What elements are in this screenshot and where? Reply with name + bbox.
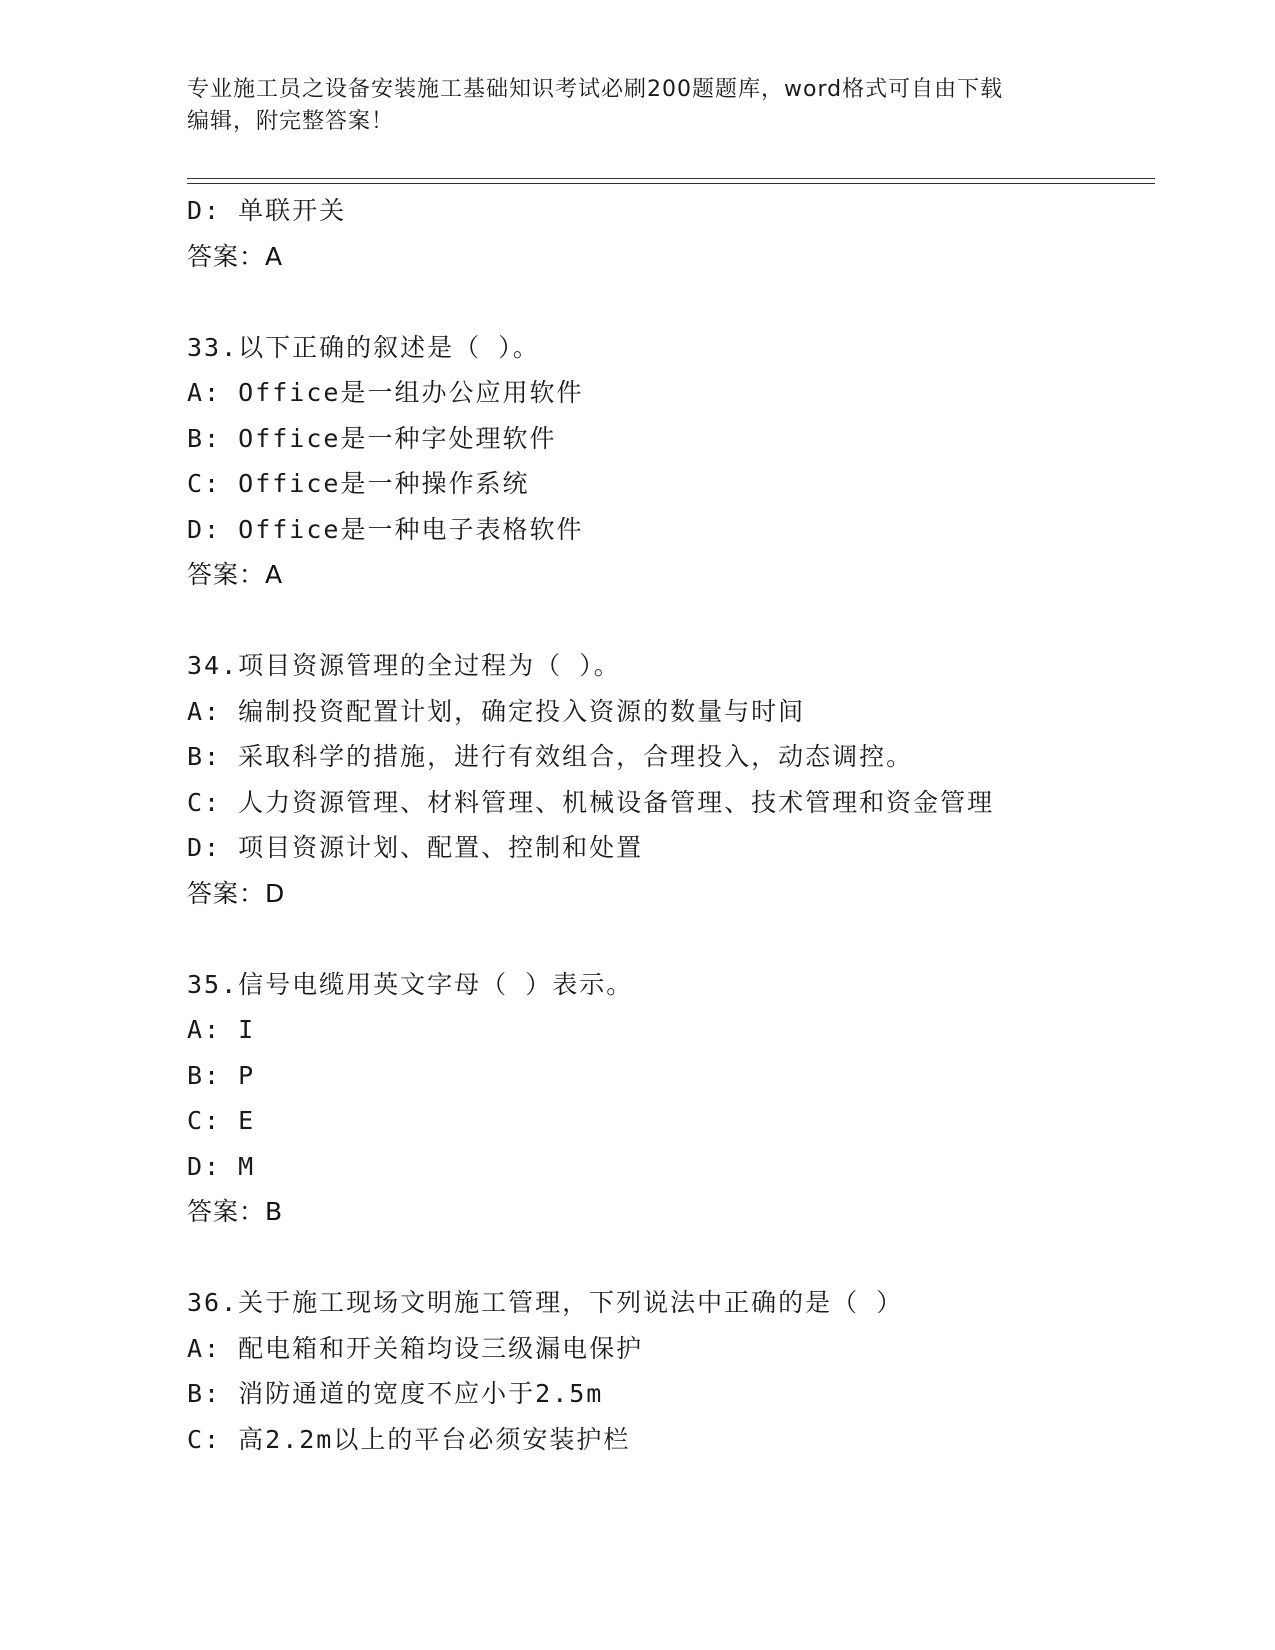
answer-line: 答案：A bbox=[187, 241, 284, 271]
document-header bbox=[187, 74, 1107, 138]
option-b: B: Office是一种字处理软件 bbox=[187, 423, 557, 453]
question-stem: 34.项目资源管理的全过程为（ ）。 bbox=[187, 651, 621, 680]
spacer bbox=[187, 916, 1147, 962]
option-c: C: 人力资源管理、材料管理、机械设备管理、技术管理和资金管理 bbox=[187, 787, 995, 817]
option-d: D: 项目资源计划、配置、控制和处置 bbox=[187, 833, 644, 862]
question-list bbox=[187, 188, 1147, 1462]
answer-line: 答案：B bbox=[187, 1197, 284, 1226]
header-line-2: 编辑，附完整答案！ bbox=[187, 109, 395, 134]
option-a: A: 编制投资配置计划，确定投入资源的数量与时间 bbox=[187, 696, 806, 726]
option-c: C: 高2.2m以上的平台必须安装护栏 bbox=[187, 1424, 631, 1454]
header-line-1: 专业施工员之设备安装施工基础知识考试必刷200题题库，word格式可自由下载 bbox=[187, 77, 1004, 102]
spacer bbox=[187, 598, 1147, 644]
option-b: B: 采取科学的措施，进行有效组合，合理投入，动态调控。 bbox=[187, 742, 914, 771]
option-b: B: P bbox=[187, 1060, 256, 1090]
option-d: D: M bbox=[187, 1151, 256, 1181]
header-divider bbox=[187, 178, 1155, 184]
spacer bbox=[187, 1235, 1147, 1281]
answer-line: 答案：D bbox=[187, 878, 286, 908]
option-c: C: Office是一种操作系统 bbox=[187, 469, 530, 498]
option-a: A: I bbox=[187, 1015, 256, 1044]
question-stem: 36.关于施工现场文明施工管理，下列说法中正确的是（ ） bbox=[187, 1288, 904, 1317]
question-stem: 33.以下正确的叙述是（ ）。 bbox=[187, 332, 540, 362]
option-b: B: 消防通道的宽度不应小于2.5m bbox=[187, 1379, 604, 1408]
option-d: D: Office是一种电子表格软件 bbox=[187, 514, 584, 544]
option-c: C: E bbox=[187, 1106, 256, 1135]
option-d: D: 单联开关 bbox=[187, 196, 347, 225]
option-a: A: Office是一组办公应用软件 bbox=[187, 378, 584, 407]
answer-line: 答案：A bbox=[187, 560, 284, 589]
question-stem: 35.信号电缆用英文字母（ ）表示。 bbox=[187, 969, 634, 999]
option-a: A: 配电箱和开关箱均设三级漏电保护 bbox=[187, 1333, 644, 1363]
spacer bbox=[187, 279, 1147, 325]
